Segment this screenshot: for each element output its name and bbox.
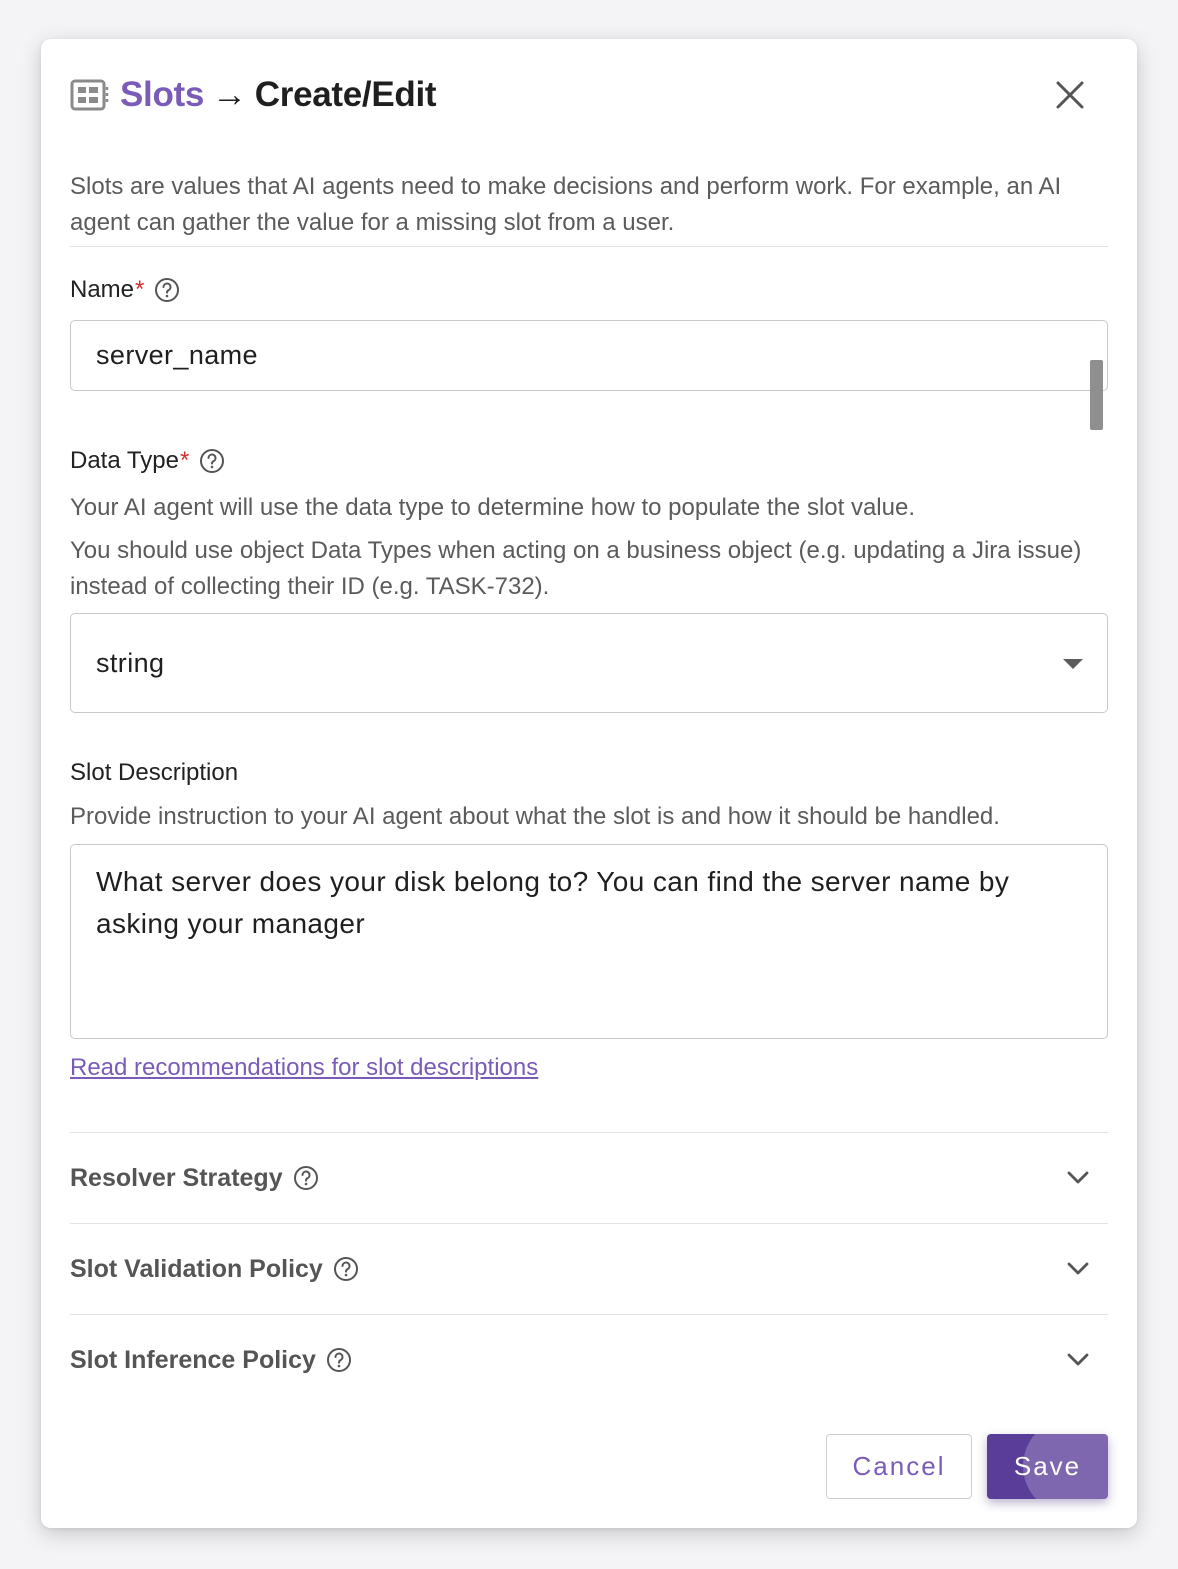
accordion-label: Resolver Strategy	[70, 1163, 283, 1192]
save-button[interactable]	[987, 1434, 1108, 1499]
slot-edit-dialog	[41, 39, 1137, 1528]
breadcrumb-slots[interactable]: Slots	[120, 75, 205, 114]
breadcrumb-arrow: →	[212, 75, 247, 114]
data-type-label-text: Data Type	[70, 447, 179, 474]
slot-grid-icon	[70, 77, 110, 113]
dialog-intro: Slots are values that AI agents need to make decisions and perform work. For example, an AI agent can gather the value for a missing slot from a user.	[70, 173, 1062, 236]
accordion-label: Slot Validation Policy	[70, 1254, 323, 1283]
dialog-header	[70, 73, 1108, 117]
data-type-selected: string	[96, 647, 165, 678]
divider	[70, 246, 1108, 247]
name-input-value: server_name	[96, 340, 258, 370]
name-input[interactable]	[70, 320, 1108, 391]
name-label-text: Name	[70, 276, 135, 303]
help-icon[interactable]	[293, 1165, 319, 1191]
chevron-down-icon[interactable]	[1066, 1257, 1090, 1281]
help-icon[interactable]	[326, 1347, 352, 1373]
data-type-help-2: You should use object Data Types when acting on a business object (e.g. updating a Jira issue) instead of collecting their ID (e.g. TASK-732).	[70, 537, 1082, 600]
caret-down-icon	[1063, 659, 1083, 669]
required-mark: *	[135, 276, 145, 303]
slot-description-value: What server does your disk belong to? You can find the server name by asking your manager	[96, 866, 1010, 939]
slot-description-label	[70, 759, 238, 787]
help-icon[interactable]	[199, 448, 225, 474]
data-type-label	[70, 447, 225, 475]
accordion-slot-validation-policy[interactable]	[70, 1224, 1108, 1314]
help-icon[interactable]	[154, 277, 180, 303]
chevron-down-icon[interactable]	[1066, 1348, 1090, 1372]
chevron-down-icon[interactable]	[1066, 1166, 1090, 1190]
required-mark: *	[179, 447, 190, 474]
breadcrumb-current: Create/Edit	[254, 75, 437, 114]
dialog-title	[120, 75, 436, 115]
slot-description-textarea[interactable]	[70, 844, 1108, 1039]
slot-description-recommendations-link[interactable]: Read recommendations for slot descriptions	[70, 1054, 539, 1081]
help-icon[interactable]	[333, 1256, 359, 1282]
slot-description-label-text: Slot Description	[70, 759, 239, 786]
data-type-help-1: Your AI agent will use the data type to determine how to populate the slot value.	[70, 494, 916, 521]
save-button-label: Save	[1013, 1451, 1082, 1481]
data-type-select[interactable]	[70, 613, 1108, 713]
name-label	[70, 276, 180, 304]
slot-description-help: Provide instruction to your AI agent about what the slot is and how it should be handled.	[70, 803, 1000, 830]
scrollbar-thumb[interactable]	[1090, 360, 1103, 430]
accordion-slot-inference-policy[interactable]	[70, 1315, 1108, 1405]
accordion-label: Slot Inference Policy	[70, 1345, 316, 1374]
accordion-resolver-strategy[interactable]	[70, 1133, 1108, 1223]
cancel-button[interactable]: Cancel	[826, 1434, 972, 1499]
close-icon[interactable]	[1052, 77, 1088, 113]
